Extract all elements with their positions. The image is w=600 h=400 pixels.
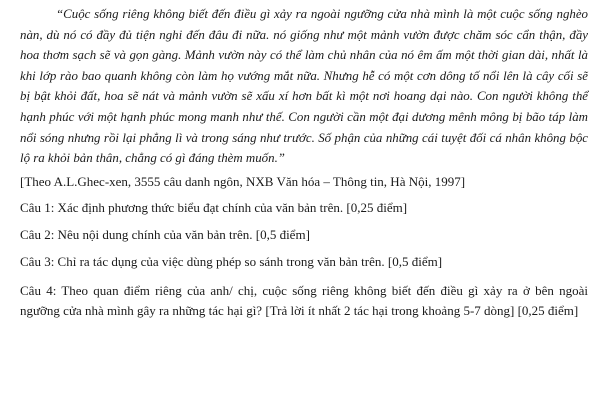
question-1: Câu 1: Xác định phương thức biểu đạt chính của văn bản trên. [0,25 điểm] (20, 199, 408, 215)
document-page (20, 4, 588, 321)
quoted-passage: “Cuộc sống riêng không biết đến điều gì xảy ra ngoài ngưỡng cửa nhà mình là một cuộc sống nghèo nàn, dù nó có đầy đủ tiện nghi đến đâu đi nữa. nó giống như một mảnh vườn được chăm sóc cẩn thận, đầy hoa thơm sạch sẽ và gọn gàng. Mảnh vườn này có thể làm chủ nhân của nó êm ấm một thời gian dài, nhất là khi lớp rào bao quanh không còn làm họ vướng mắt nữa. Nhưng hễ có một cơn dông tố nổi lên là cây cối sẽ bị bật khỏi đất, hoa sẽ nát và mảnh vườn sẽ xấu xí hơn bất kì một nơi hoang dại nào. Con người không thể hạnh phúc với một hạnh phúc mong manh như thế. Con người cần một đại dương mênh mông bị bão táp làm nổi sóng nhưng rồi lại phẳng lì và trong sáng như trước. Số phận của những cái tuyệt đối cá nhân không bộc lộ ra khỏi bản thân, chẳng có gì đáng thèm muốn.” (20, 7, 588, 166)
passage-source: [Theo A.L.Ghec-xen, 3555 câu danh ngôn, NXB Văn hóa – Thông tin, Hà Nội, 1997] (20, 173, 466, 189)
question-3: Câu 3: Chỉ ra tác dụng của việc dùng phép so sánh trong văn bản trên. [0,5 điểm] (20, 253, 443, 269)
question-2: Câu 2: Nêu nội dung chính của văn bản trên. [0,5 điểm] (20, 226, 310, 242)
question-4: Câu 4: Theo quan điểm riêng của anh/ chị, cuộc sống riêng không biết đến điều gì xảy ra ở bên ngoài ngưỡng cửa nhà mình gây ra những tác hại gì? [Trả lời ít nhất 2 tác hại trong khoảng 5-7 dòng] [0,25 điểm] (20, 282, 588, 318)
